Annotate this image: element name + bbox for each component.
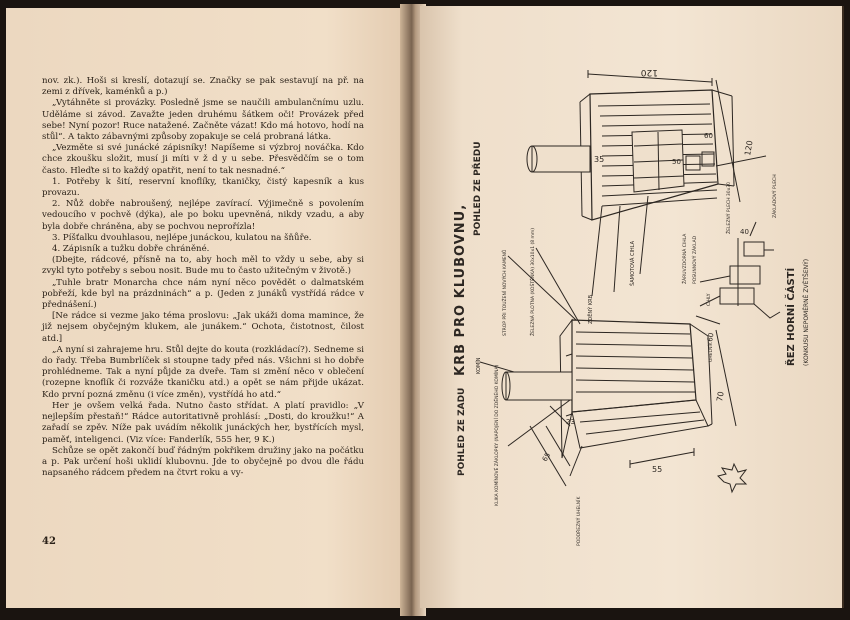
paragraph: „Vezměte si své junácké zápisníky! Napíšeme si výzbroj nováčka. Kdo chce zkoušku složit, musí ji míti v ž d y u sebe. Přesvědčím se o tom často. Hleďte si to každý opatřit, není to tak nesnadné.“ — [42, 143, 364, 176]
fireplace-drawing — [420, 6, 842, 608]
paragraph: nov. zk.). Hoši si kreslí, dotazují se. Značky se pak sestavují na př. na zemi z dřívek, kaménků a p.) — [42, 76, 364, 98]
label-zdeny-krb: ZDĚNÝ KRB — [588, 294, 594, 324]
label-samotova: ŠAMOTOVÁ CIHLA — [630, 241, 636, 286]
dim-back-left: 23 — [566, 418, 575, 426]
paragraph: 4. Zápisník a tužku dobře chráněné. — [52, 244, 210, 255]
paragraph: Schůze se opět zakončí buď řádným pokřikem družiny jako na počátku a p. Pak určení hoši uklidí klubovnu. Jde to obyčejně po dvou dle řádu napsaného rádcem předem na čtvrt roku a vy- — [42, 445, 364, 479]
paragraph: 2. Nůž dobře nabroušený, nejlépe zavírací. Výjimečně s povolením vedoucího v pochvě (dýka), ale po boku upevněná, nikdy vzadu, a aby byla dobře chráněna, aby se pochvou neprořízla! — [42, 199, 364, 232]
dim-back-top: 40 — [740, 228, 749, 236]
dim-front-top: 120 — [640, 67, 658, 77]
section-subtitle: (KONKUSU NEPOMĚRNĚ ZVĚTŠENÝ) — [803, 258, 810, 366]
right-page — [420, 6, 844, 608]
label-uhelnik: UHELNÍK — [709, 342, 714, 362]
dim-front-pipe: 35 — [594, 155, 605, 164]
label-cihly: CIHLY — [707, 293, 712, 306]
paragraph: (Dbejte, rádcové, přísně na to, aby hoch měl to vždy u sebe, aby si zvykl tyto potřeby s sebou nosit. Bude mu to často užitečným v životě.) — [42, 255, 364, 277]
label-strop: STROP PŘI TOUŽENÍ NOVÝCH KAMENŮ — [503, 249, 508, 336]
label-zakladovy: ZÁKLADOVÝ PLECH — [773, 174, 778, 218]
section-title: ŘEZ HORNÍ ČÁSTÍ — [786, 267, 797, 366]
dim-front-right: 120 — [743, 139, 755, 157]
dim-back-small: 60 — [706, 332, 716, 343]
paragraph: Her je ovšem velká řada. Nutno často střídat. A platí pravidlo: „V nejlepším přestaň!“ Rádce autoritativně prohlásí: „Dosti, do kroužku!“ A zařadí se zpěv. Níže pak uvádím několik junáckých her, bystřících mysl, paměť, inteligenci. (Viz více: Fanderlík, 555 her, 9 K.) — [42, 400, 364, 445]
label-zaruvzdorna: ŽÁRUVZDORNÁ CIHLA — [683, 233, 688, 284]
dim-back-diag: 65 — [540, 451, 553, 463]
tree-doodle — [718, 464, 746, 492]
label-plech: ŽELEZNÝ PLECH 30x30 — [727, 181, 732, 234]
dim-back-bottom: 55 — [652, 465, 663, 474]
left-page-text — [42, 76, 364, 479]
paragraph: „Tuhle bratr Monarcha chce nám nyní něco povědět o dalmatském pobřeží, kde byl na prázdninách“ a p. (Jeden z junáků vystřídá rádce v přednášení.) — [42, 277, 364, 311]
dim-front-inner-h: 60 — [704, 132, 713, 140]
paragraph: 1. Potřeby k šití, reservní knoflíky, tkaničky, čistý kapesník a kus provazu. — [42, 176, 364, 199]
drawing-title: KRB PRO KLUBOVNU, — [453, 203, 468, 376]
label-plotna: ŽELEZNÁ PLOTNA (KOŠTĚNKA) 30x10x1 (8 mm) — [531, 227, 536, 336]
paragraph: „Vytáhněte si provázky. Posledně jsme se naučili ambulančnímu uzlu. Uděláme si závod. Zavažte jeden druhému šátkem oči! Provázek před sebe! Nyní pozor! Ruce natažené. Začněte vázat! Kdo má hotovo, hodí na stůl“. A takto zábavnými způsoby zopakuje se celá probraná látka. — [42, 98, 364, 143]
section-detail-sketch — [700, 222, 780, 318]
paragraph: 3. Píšťalku dvouhlasou, nejlépe junáckou, kulatou na šňůře. — [52, 232, 312, 243]
label-komin: KOMÍN — [476, 357, 482, 374]
page-number: 42 — [42, 536, 56, 547]
label-posunovy: POSUNNOVÝ ZÁKLAD — [693, 235, 698, 284]
paragraph: „A nyní si zahrajeme hru. Stůl dejte do kouta (rozkládací?). Sedneme si do řady. Třeba Bumbrlíček si stoupne tady před nás. Všichni si ho dobře prohlédneme. Tak a nyní půjde za dveře. Tam si změní něco v oblečení (rozepne knoflík či rozváže tkaničku atd.) a opět se nám přijde ukázat. Kdo první pozná změnu (i více změn), vystřídá ho atd.“ — [42, 344, 364, 400]
dim-front-inner-w: 50 — [672, 158, 681, 166]
label-klika: KLIKA KOMÍNOVÉ ZÁKLOPKY (NAPOJENÍ DO ZDĚNÉHO KOMÍNA) — [495, 364, 500, 506]
paragraph: [Ne rádce si vezme jako téma proslovu: „Jak ukáži doma mamince, že již nejsem obyčejným klukem, ale junákem.“ Ochota, čistotnost, čilost atd.] — [42, 311, 364, 344]
view-front-label: POHLED ZE PŘEDU — [473, 141, 483, 236]
label-poddrezny: PODDŘEZNÝ UHELNÍK — [577, 496, 582, 546]
left-page — [6, 8, 406, 608]
dim-back-right: 70 — [715, 390, 726, 403]
view-back-label: POHLED ZE ZADU — [457, 387, 467, 476]
